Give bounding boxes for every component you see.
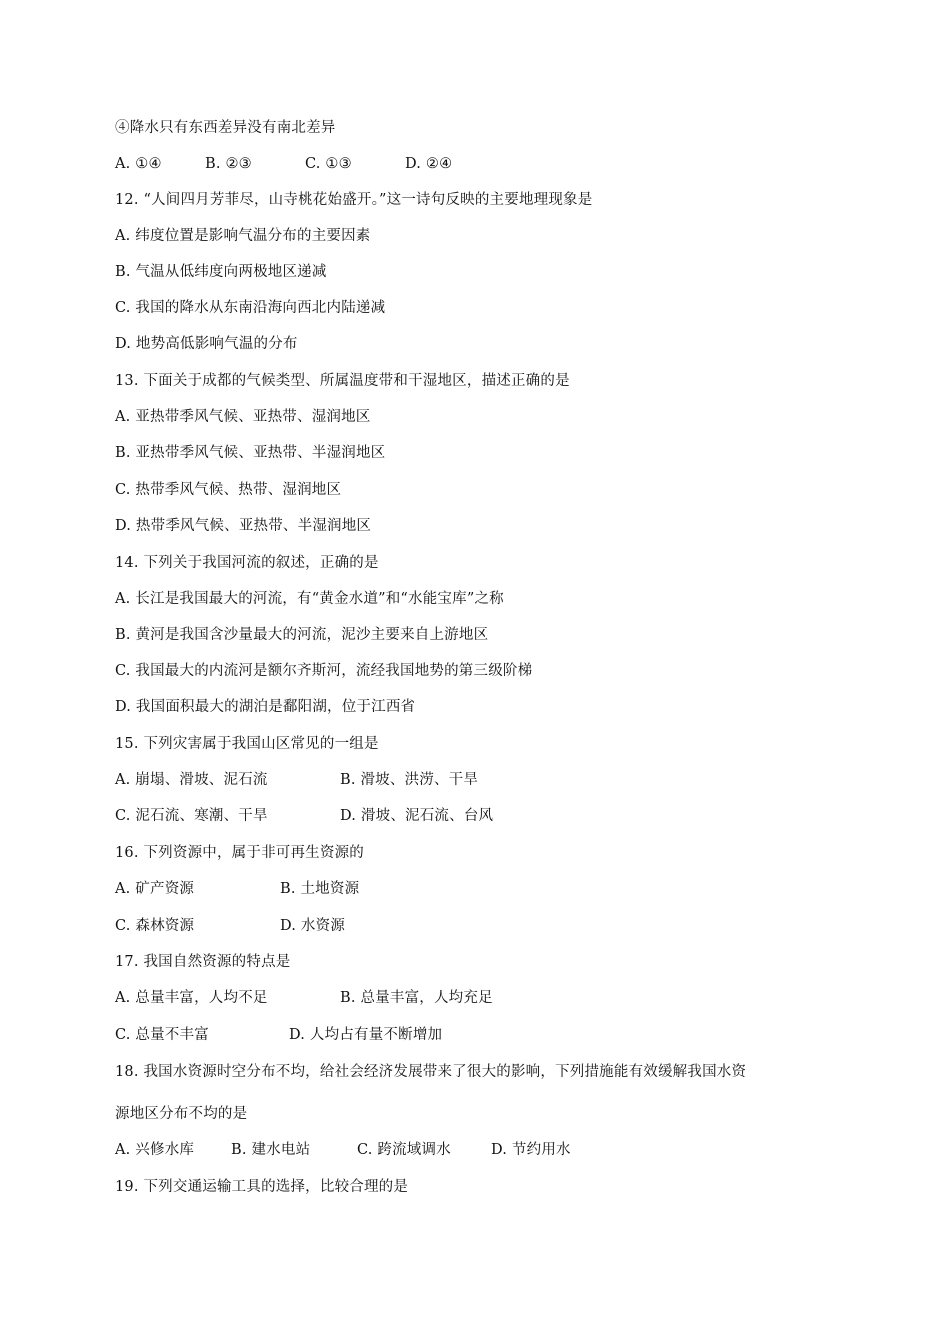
- question-17-option-d: D. 人均占有量不断增加: [289, 1027, 443, 1043]
- question-11-option-d: D. ②④: [405, 156, 453, 172]
- question-18-line-1: 18. 我国水资源时空分布不均，给社会经济发展带来了很大的影响，下列措施能有效缓解我国水资: [115, 1064, 747, 1080]
- question-13-option-b: B. 亚热带季风气候、亚热带、半湿润地区: [115, 445, 386, 461]
- question-12-option-d: D. 地势高低影响气温的分布: [115, 336, 298, 352]
- question-12-option-a: A. 纬度位置是影响气温分布的主要因素: [115, 228, 371, 244]
- question-17-option-a: A. 总量丰富，人均不足: [115, 990, 268, 1006]
- question-13-option-a: A. 亚热带季风气候、亚热带、湿润地区: [115, 409, 371, 425]
- question-16: 16. 下列资源中，属于非可再生资源的: [115, 845, 364, 861]
- question-15-option-a: A. 崩塌、滑坡、泥石流: [115, 772, 268, 788]
- question-13: 13. 下面关于成都的气候类型、所属温度带和干湿地区，描述正确的是: [115, 373, 570, 389]
- question-18-option-d: D. 节约用水: [491, 1142, 571, 1158]
- question-16-option-b: B. 土地资源: [280, 881, 360, 897]
- question-12-option-c: C. 我国的降水从东南沿海向西北内陆递减: [115, 300, 386, 316]
- question-12-option-b: B. 气温从低纬度向两极地区递减: [115, 264, 327, 280]
- question-11-option-b: B. ②③: [205, 156, 252, 172]
- question-13-option-c: C. 热带季风气候、热带、湿润地区: [115, 482, 342, 498]
- question-11-statement-4: ④降水只有东西差异没有南北差异: [115, 120, 336, 136]
- question-18-option-c: C. 跨流域调水: [357, 1142, 451, 1158]
- question-16-option-c: C. 森林资源: [115, 918, 195, 934]
- question-14-option-c: C. 我国最大的内流河是额尔齐斯河，流经我国地势的第三级阶梯: [115, 663, 533, 679]
- question-11-option-c: C. ①③: [305, 156, 352, 172]
- question-17-option-c: C. 总量不丰富: [115, 1027, 209, 1043]
- question-14: 14. 下列关于我国河流的叙述，正确的是: [115, 555, 379, 571]
- question-16-option-a: A. 矿产资源: [115, 881, 195, 897]
- question-16-option-d: D. 水资源: [280, 918, 346, 934]
- question-18-line-2: 源地区分布不均的是: [115, 1106, 248, 1122]
- question-15-option-b: B. 滑坡、洪涝、干旱: [340, 772, 479, 788]
- question-17-option-b: B. 总量丰富，人均充足: [340, 990, 493, 1006]
- question-14-option-a: A. 长江是我国最大的河流，有“黄金水道”和“水能宝库”之称: [115, 591, 504, 607]
- question-14-option-d: D. 我国面积最大的湖泊是鄱阳湖，位于江西省: [115, 699, 416, 715]
- question-15: 15. 下列灾害属于我国山区常见的一组是: [115, 736, 379, 752]
- question-15-option-c: C. 泥石流、寒潮、干旱: [115, 808, 268, 824]
- question-14-option-b: B. 黄河是我国含沙量最大的河流，泥沙主要来自上游地区: [115, 627, 489, 643]
- question-17: 17. 我国自然资源的特点是: [115, 954, 291, 970]
- question-18-option-a: A. 兴修水库: [115, 1142, 195, 1158]
- question-12: 12. “人间四月芳菲尽，山寺桃花始盛开。”这一诗句反映的主要地理现象是: [115, 192, 593, 208]
- question-19: 19. 下列交通运输工具的选择，比较合理的是: [115, 1179, 409, 1195]
- question-18-option-b: B. 建水电站: [231, 1142, 311, 1158]
- question-11-option-a: A. ①④: [115, 156, 162, 172]
- question-13-option-d: D. 热带季风气候、亚热带、半湿润地区: [115, 518, 372, 534]
- question-15-option-d: D. 滑坡、泥石流、台风: [340, 808, 494, 824]
